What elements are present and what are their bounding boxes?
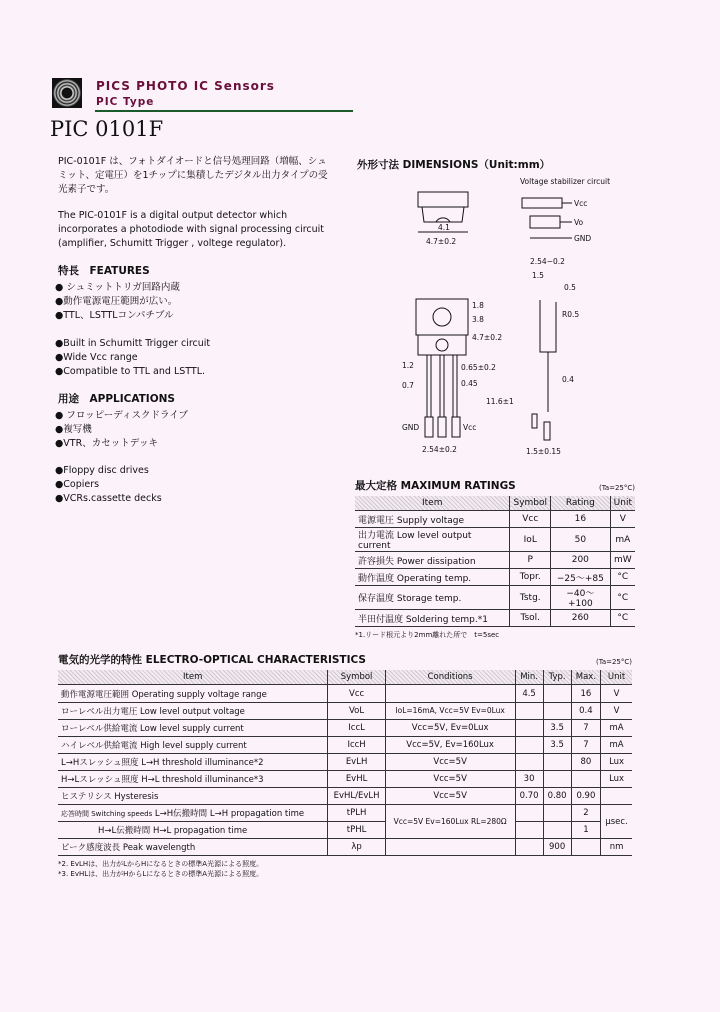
table-cell: Typ.	[543, 670, 571, 685]
table-cell	[58, 754, 328, 771]
element: Built in Schumitt Trigger circuit	[63, 338, 211, 349]
table-row	[58, 737, 632, 754]
table-cell	[515, 720, 543, 737]
table-cell	[58, 788, 328, 805]
table-cell	[355, 569, 510, 586]
table-cell: °C	[610, 569, 635, 586]
element	[418, 335, 466, 355]
table-cell: 0.80	[543, 788, 571, 805]
element	[530, 216, 560, 228]
table-cell	[601, 788, 632, 805]
table-cell	[543, 822, 571, 839]
element	[58, 670, 632, 856]
table-row	[58, 754, 632, 771]
dim-label: 2.54±0.2	[422, 445, 457, 454]
table-cell	[515, 805, 543, 822]
circuit-label: Voltage stabilizer circuit	[520, 177, 611, 186]
table-cell: Max.	[571, 670, 601, 685]
table-cell: Conditions	[385, 670, 515, 685]
table-cell	[355, 586, 510, 610]
dim-label: 2.54−0.2	[530, 257, 565, 266]
front-view-body	[416, 299, 468, 335]
table-row	[58, 788, 632, 805]
feature-item: ●Compatible to TTL and LSTTL.	[55, 366, 206, 377]
table-cell	[58, 720, 328, 737]
application-item: ●VTR、カセットデッキ	[55, 438, 159, 449]
dim-label: 4.1	[438, 223, 450, 232]
dim-label: 11.6±1	[486, 397, 514, 406]
application-item: ●Copiers	[55, 479, 100, 490]
table-cell	[58, 771, 328, 788]
element: VTR、カセットデッキ	[63, 438, 159, 449]
table-cell: mA	[601, 737, 632, 754]
table-cell: 0.90	[571, 788, 601, 805]
table-cell: 半田付温度	[358, 614, 404, 625]
element	[355, 496, 635, 627]
table-cell: −25〜+85	[551, 569, 611, 586]
table-cell	[58, 737, 328, 754]
table-row	[355, 569, 635, 586]
table-cell: Operating temp.	[396, 573, 472, 584]
feature-item: ●Built in Schumitt Trigger circuit	[55, 338, 211, 349]
element	[55, 323, 330, 337]
element: Floppy disc drives	[63, 465, 149, 476]
element: VCRs.cassette decks	[63, 493, 162, 504]
table-cell	[543, 771, 571, 788]
company-logo	[52, 78, 82, 108]
top-view-lens	[422, 207, 464, 222]
max-ratings-table	[355, 496, 635, 627]
element	[58, 379, 330, 391]
table-cell	[515, 822, 543, 839]
table-cell	[571, 771, 601, 788]
intro-jp: PIC-0101F は、フォトダイオードと信号処理回路（増幅、シュミット、定電圧）を1チップに集積したデジタル出力タイプの受光素子です。	[58, 156, 328, 195]
element: TTL、LSTTLコンパチブル	[63, 310, 174, 321]
table-cell: tPLH	[328, 805, 385, 822]
features-list	[55, 281, 330, 379]
table-cell: 0.70	[515, 788, 543, 805]
table-cell: 1	[571, 822, 601, 839]
table-cell: L→H threshold illuminance*2	[141, 758, 264, 768]
table-cell	[58, 822, 328, 839]
table-cell: 16	[551, 511, 611, 528]
table-cell	[355, 552, 510, 569]
element	[436, 218, 450, 222]
element	[58, 251, 330, 263]
feature-item: ●Wide Vcc range	[55, 352, 138, 363]
element: Wide Vcc range	[63, 352, 138, 363]
pin-label: Vo	[574, 218, 584, 227]
table-cell: V	[601, 703, 632, 720]
element	[425, 417, 433, 437]
table-cell: 900	[543, 839, 571, 856]
element	[355, 478, 635, 493]
dim-label: 4.7±0.2	[472, 333, 503, 342]
table-cell: 16	[571, 685, 601, 703]
application-item: ●VCRs.cassette decks	[55, 493, 162, 504]
table-cell	[58, 805, 328, 822]
dim-label: 1.5	[532, 271, 544, 280]
pin-label: GND	[402, 423, 420, 432]
table-cell	[515, 839, 543, 856]
dim-label: 0.5	[564, 283, 576, 292]
dim-label: 1.8	[472, 301, 484, 310]
table-cell: Vcc	[510, 511, 551, 528]
type-label: PIC Type	[96, 96, 155, 108]
table-cell: Vcc=5V	[385, 754, 515, 771]
table-cell: Low level output current	[358, 531, 472, 551]
table-cell: mA	[610, 528, 635, 552]
table-cell: L→H propagation time	[209, 809, 305, 819]
table-cell: 80	[571, 754, 601, 771]
table-cell: Min.	[515, 670, 543, 685]
table-cell: −40〜+100	[551, 586, 611, 610]
table-cell: 50	[551, 528, 611, 552]
table-cell: ローレベル出力電圧	[61, 707, 138, 717]
table-cell: mW	[610, 552, 635, 569]
table-cell: 許容損失	[358, 556, 395, 567]
table-cell: IccL	[328, 720, 385, 737]
eo-note-2: *2. EvLHは、出力がLからHになるときの標準A光源による照度。	[58, 860, 264, 868]
table-cell: EvLH	[328, 754, 385, 771]
element	[58, 652, 632, 667]
table-row	[355, 610, 635, 627]
dim-label: 3.8	[472, 315, 484, 324]
pin-label: Vcc	[574, 199, 588, 208]
dim-label: 0.65±0.2	[461, 363, 496, 372]
dim-label: R0.5	[562, 310, 580, 319]
table-cell: Vcc=5V, Ev=0Lux	[385, 720, 515, 737]
pin-label: GND	[574, 234, 592, 243]
table-cell: Item	[58, 670, 328, 685]
table-cell: Symbol	[328, 670, 385, 685]
table-cell: nm	[601, 839, 632, 856]
element	[436, 339, 448, 351]
table-cell: Low level output voltage	[140, 707, 245, 717]
table-cell: °C	[610, 610, 635, 627]
table-cell: 応答時間 Switching speeds	[61, 810, 153, 818]
table-row	[58, 839, 632, 856]
table-cell: Soldering temp.*1	[405, 614, 488, 625]
table-cell: 200	[551, 552, 611, 569]
table-cell	[543, 754, 571, 771]
dim-label: 0.4	[562, 375, 574, 384]
table-cell: 動作電源電圧範囲	[61, 689, 130, 700]
table-cell: EvHL/EvLH	[328, 788, 385, 805]
table-cell: 3.5	[543, 737, 571, 754]
table-cell: L→H伝搬時間	[154, 809, 208, 819]
max-ratings-section	[355, 478, 635, 640]
table-cell: 7	[571, 720, 601, 737]
element: Compatible to TTL and LSTTL.	[63, 366, 206, 377]
element	[58, 197, 330, 209]
table-cell	[515, 754, 543, 771]
applications-heading: 用途 APPLICATIONS	[58, 393, 175, 405]
dim-label: 1.5±0.15	[526, 447, 561, 456]
table-cell: H→L threshold illuminance*3	[141, 775, 264, 785]
table-cell: λp	[328, 839, 385, 856]
feature-item: ● シュミットトリガ回路内蔵	[55, 282, 180, 293]
table-cell: 4.5	[515, 685, 543, 703]
table-cell: Vcc=5V	[385, 771, 515, 788]
table-cell: ピーク感度波長	[61, 843, 121, 853]
table-cell: Peak wavelength	[122, 843, 196, 853]
table-cell: Operating supply voltage range	[131, 689, 267, 700]
table-cell: 2	[571, 805, 601, 822]
table-cell: Tstg.	[510, 586, 551, 610]
table-cell: H→L propagation time	[152, 826, 248, 836]
element	[438, 417, 446, 437]
table-cell: 3.5	[543, 720, 571, 737]
application-item: ●複写機	[55, 424, 92, 435]
dim-label: 4.7±0.2	[426, 237, 457, 246]
top-view-body	[418, 192, 468, 207]
max-ratings-condition: (Ta=25°C)	[598, 484, 635, 492]
application-item: ●Floppy disc drives	[55, 465, 149, 476]
element	[55, 451, 330, 464]
table-cell: Low level supply current	[140, 724, 244, 734]
table-cell: Rating	[551, 496, 611, 511]
table-cell	[355, 511, 510, 528]
table-cell: μsec.	[601, 805, 632, 839]
applications-list	[55, 409, 330, 506]
element	[433, 308, 451, 326]
table-row	[355, 552, 635, 569]
table-cell: Vcc=5V	[385, 788, 515, 805]
table-cell	[543, 685, 571, 703]
element	[522, 198, 562, 208]
element	[532, 414, 537, 428]
element	[452, 417, 460, 437]
table-cell: H→L伝搬時間	[98, 826, 151, 836]
table-cell: Lux	[601, 754, 632, 771]
side-view-outline	[540, 300, 556, 412]
table-cell: Unit	[601, 670, 632, 685]
table-cell: Item	[355, 496, 510, 511]
element: Copiers	[63, 479, 100, 490]
table-cell	[385, 685, 515, 703]
left-column	[55, 155, 330, 506]
table-row	[58, 685, 632, 703]
table-cell: High level supply current	[140, 741, 247, 751]
table-cell: tPHL	[328, 822, 385, 839]
table-cell: IccH	[328, 737, 385, 754]
table-row	[58, 720, 632, 737]
max-ratings-heading: 最大定格 MAXIMUM RATINGS	[355, 480, 516, 492]
feature-item: ●TTL、LSTTLコンパチブル	[55, 310, 174, 321]
table-cell: 30	[515, 771, 543, 788]
table-row	[58, 703, 632, 720]
table-cell: EvHL	[328, 771, 385, 788]
element: シュミットトリガ回路内蔵	[66, 282, 180, 293]
table-cell: °C	[610, 586, 635, 610]
table-cell: 出力電流	[358, 531, 395, 541]
element	[544, 422, 550, 440]
table-cell: Vcc=5V, Ev=160Lux	[385, 737, 515, 754]
table-cell	[543, 805, 571, 822]
table-header	[58, 670, 632, 685]
table-cell	[58, 703, 328, 720]
table-row	[58, 822, 632, 839]
table-cell	[543, 703, 571, 720]
table-cell	[515, 703, 543, 720]
dim-label: 0.7	[402, 381, 414, 390]
table-cell: IoL	[510, 528, 551, 552]
table-cell: ハイレベル供給電流	[61, 741, 138, 751]
table-cell: Supply voltage	[396, 515, 465, 526]
table-cell	[355, 528, 510, 552]
table-cell: Vcc=5V Ev=160Lux RL=280Ω	[385, 805, 515, 839]
table-cell: VoL	[328, 703, 385, 720]
table-cell: Power dissipation	[396, 556, 476, 567]
table-cell: 0.4	[571, 703, 601, 720]
eo-heading: 電気的光学的特性 ELECTRO-OPTICAL CHARACTERISTICS	[58, 654, 366, 666]
table-cell: H→Lスレッシュ照度	[61, 775, 139, 785]
page-title: PIC 0101F	[50, 117, 164, 141]
eo-section	[58, 652, 632, 879]
intro-en: The PIC-0101F is a digital output detector which incorporates a photodiode with signal processing circuit (amplifier, Schumitt Trigger , voltege regulator).	[58, 210, 325, 249]
table-cell: 動作温度	[358, 573, 395, 584]
series-title: PICS PHOTO IC Sensors	[96, 79, 275, 93]
eo-table	[58, 670, 632, 856]
dim-label: 0.45	[461, 379, 478, 388]
table-cell: Topr.	[510, 569, 551, 586]
table-cell: Lux	[601, 771, 632, 788]
table-cell	[58, 685, 328, 703]
table-cell: Unit	[610, 496, 635, 511]
dimensions-drawing	[350, 172, 650, 462]
element: 複写機	[63, 424, 92, 435]
table-cell: 保存温度	[358, 594, 395, 604]
eo-condition: (Ta=25°C)	[595, 658, 632, 666]
table-row	[355, 511, 635, 528]
table-cell: L→Hスレッシュ照度	[61, 758, 139, 768]
eo-note-3: *3. EvHLは、出力がHからLになるときの標準A光源による照度。	[58, 870, 264, 878]
table-cell	[515, 737, 543, 754]
table-cell: V	[601, 685, 632, 703]
dim-label: 1.2	[402, 361, 414, 370]
table-cell	[58, 839, 328, 856]
application-item: ● フロッピーディスクドライブ	[55, 410, 188, 421]
table-cell	[385, 839, 515, 856]
dimensions-heading: 外形寸法 DIMENSIONS（Unit:mm）	[357, 159, 551, 171]
table-cell: 260	[551, 610, 611, 627]
features-heading: 特長 FEATURES	[58, 265, 150, 277]
table-cell	[571, 839, 601, 856]
feature-item: ●動作電源電圧範囲が広い。	[55, 296, 178, 307]
table-cell: Storage temp.	[396, 594, 462, 604]
table-cell: 7	[571, 737, 601, 754]
table-cell: P	[510, 552, 551, 569]
element: 動作電源電圧範囲が広い。	[63, 296, 178, 307]
table-cell: V	[610, 511, 635, 528]
table-cell: Vcc	[328, 685, 385, 703]
element: フロッピーディスクドライブ	[66, 410, 188, 421]
table-cell: 電源電圧	[358, 515, 395, 526]
table-cell: mA	[601, 720, 632, 737]
header-rule	[95, 110, 353, 112]
table-cell: ヒステリシス	[61, 792, 112, 802]
max-ratings-note: *1.リード根元より2mm離れた所で t=5sec	[355, 631, 500, 639]
table-cell: ローレベル供給電流	[61, 724, 138, 734]
table-cell: Tsol.	[510, 610, 551, 627]
table-cell: Symbol	[510, 496, 551, 511]
table-row	[58, 805, 632, 822]
table-row	[58, 771, 632, 788]
table-row	[355, 586, 635, 610]
table-cell	[355, 610, 510, 627]
table-cell: IoL=16mA, Vcc=5V Ev=0Lux	[385, 703, 515, 720]
table-row	[355, 528, 635, 552]
table-header	[355, 496, 635, 511]
pin-label: Vcc	[463, 423, 477, 432]
table-cell: Hysteresis	[114, 792, 159, 802]
